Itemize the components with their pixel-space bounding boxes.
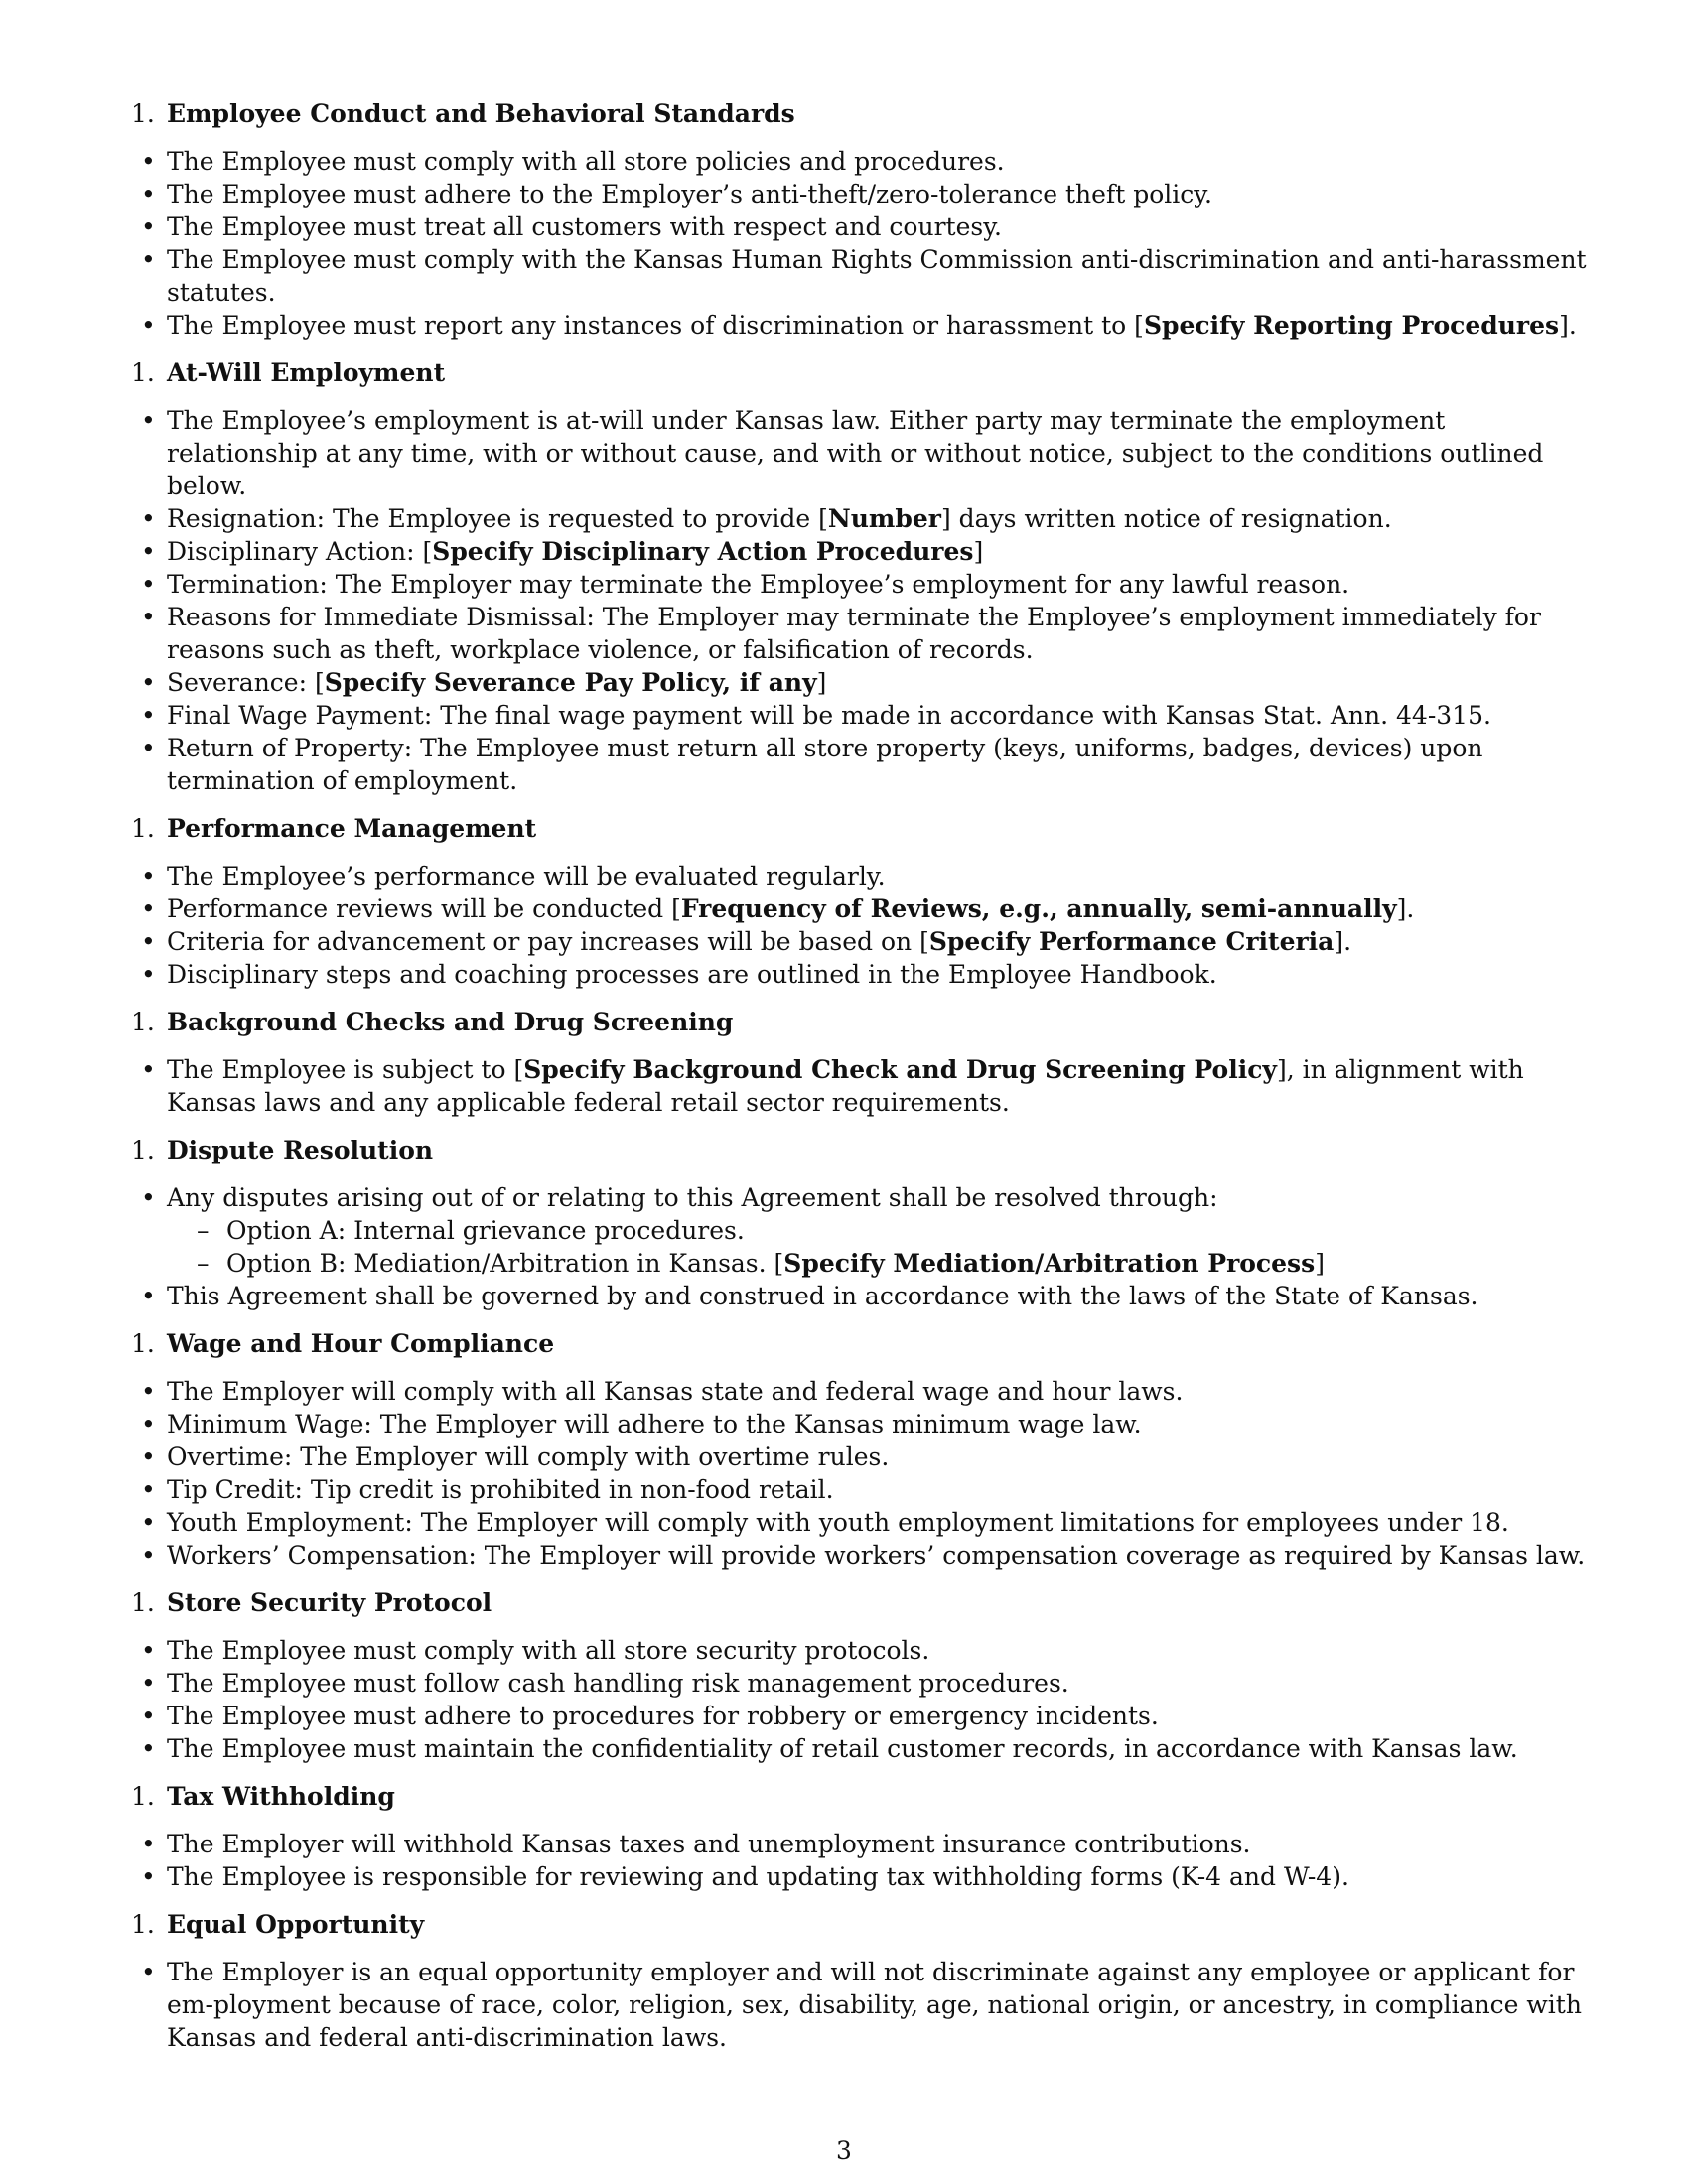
list-item <box>167 1506 1589 1539</box>
placeholder-field: Specify Background Check and Drug Screening Policy <box>523 1055 1277 1084</box>
section-number: 1. <box>131 1910 155 1939</box>
item-text: Workers’ Compensation: The Employer will provide workers’ compensation coverage as required by Kansas law. <box>167 1541 1586 1570</box>
bullet-list <box>167 404 1589 797</box>
document-body <box>131 97 1589 2069</box>
section-number: 1. <box>131 1008 155 1036</box>
section-title: Background Checks and Drug Screening <box>167 1008 734 1036</box>
section-title: Dispute Resolution <box>167 1136 434 1164</box>
bullet-list <box>167 145 1589 341</box>
list-item <box>167 145 1589 178</box>
item-text-suffix: ], in alignment with Kansas laws and any applicable federal retail sector requirements. <box>167 1055 1524 1117</box>
item-text-suffix: ] <box>1315 1249 1325 1278</box>
item-text: The Employee’s employment is at-will under Kansas law. Either party may terminate the employment relationship at any time, with or without cause, and with or without notice, subject to the conditions outlined below. <box>167 406 1544 500</box>
item-text: Youth Employment: The Employer will comply with youth employment limitations for employees under 18. <box>167 1508 1509 1537</box>
item-text-suffix: ] <box>816 668 827 697</box>
section-heading <box>131 1134 1589 1166</box>
section-heading <box>131 1780 1589 1813</box>
section-title: At-Will Employment <box>167 358 446 387</box>
list-item <box>167 1375 1589 1408</box>
section <box>131 97 1589 341</box>
list-item <box>167 925 1589 958</box>
item-text: The Employee must treat all customers with respect and courtesy. <box>167 212 1002 241</box>
item-text: Final Wage Payment: The final wage payment will be made in accordance with Kansas Stat. Ann. 44-315. <box>167 701 1491 730</box>
list-item <box>167 1053 1589 1119</box>
bullet-list <box>167 1181 1589 1312</box>
bullet-list <box>167 1053 1589 1119</box>
item-text: The Employee must comply with the Kansas Human Rights Commission anti-discrimination and anti-harassment statutes. <box>167 245 1587 307</box>
section-title: Equal Opportunity <box>167 1910 425 1939</box>
section <box>131 1780 1589 1893</box>
item-text: The Employee must comply with all store policies and procedures. <box>167 147 1005 176</box>
section-number: 1. <box>131 99 155 128</box>
placeholder-field: Frequency of Reviews, e.g., annually, semi-annually <box>680 894 1397 923</box>
placeholder-field: Specify Reporting Procedures <box>1143 311 1560 340</box>
item-text: Minimum Wage: The Employer will adhere to the Kansas minimum wage law. <box>167 1410 1142 1438</box>
item-text: Tip Credit: Tip credit is prohibited in non-food retail. <box>167 1475 834 1504</box>
list-item <box>167 1539 1589 1571</box>
list-item <box>167 178 1589 210</box>
item-text: The Employer will withhold Kansas taxes and unemployment insurance contributions. <box>167 1830 1251 1858</box>
section <box>131 1327 1589 1571</box>
bullet-list <box>167 1634 1589 1765</box>
item-text: Resignation: The Employee is requested to provide [ <box>167 504 828 533</box>
list-item <box>167 1667 1589 1700</box>
section-title: Wage and Hour Compliance <box>167 1329 555 1358</box>
list-item <box>167 1181 1589 1280</box>
section-title: Employee Conduct and Behavioral Standards <box>167 99 795 128</box>
list-item <box>167 243 1589 309</box>
bullet-list <box>167 860 1589 991</box>
item-text: Termination: The Employer may terminate the Employee’s employment for any lawful reason. <box>167 570 1350 599</box>
item-text: The Employee must maintain the confidentiality of retail customer records, in accordance with Kansas law. <box>167 1734 1518 1763</box>
section-heading <box>131 1327 1589 1360</box>
section <box>131 1586 1589 1765</box>
item-text: The Employee is responsible for reviewing and updating tax withholding forms (K-4 and W-4). <box>167 1862 1349 1891</box>
section-number: 1. <box>131 358 155 387</box>
item-text: The Employee is subject to [ <box>167 1055 524 1084</box>
bullet-list <box>167 1956 1589 2054</box>
list-item <box>167 210 1589 243</box>
list-item <box>167 535 1589 568</box>
item-text: Disciplinary Action: [ <box>167 537 433 566</box>
item-text-suffix: ]. <box>1396 894 1415 923</box>
list-item <box>167 1473 1589 1506</box>
item-text: Severance: [ <box>167 668 325 697</box>
placeholder-field: Specify Disciplinary Action Procedures <box>432 537 974 566</box>
section-heading <box>131 1006 1589 1038</box>
list-item <box>167 1408 1589 1440</box>
section-number: 1. <box>131 814 155 843</box>
item-text: The Employee must follow cash handling risk management procedures. <box>167 1669 1069 1698</box>
item-text: Option A: Internal grievance procedures. <box>226 1216 745 1245</box>
item-text-suffix: ] <box>973 537 984 566</box>
section-number: 1. <box>131 1782 155 1811</box>
item-text: Reasons for Immediate Dismissal: The Employer may terminate the Employee’s employment immediately for reasons such as theft, workplace violence, or falsification of records. <box>167 603 1541 664</box>
list-item <box>167 1280 1589 1312</box>
section <box>131 1134 1589 1312</box>
item-text: The Employer is an equal opportunity employer and will not discriminate against any employee or applicant for em-ployment because of race, color, religion, sex, disability, age, national origin, or ancestry, in compliance with Kansas and federal anti-discrimination laws. <box>167 1958 1582 2052</box>
item-text: Return of Property: The Employee must return all store property (keys, uniforms, badges, devices) upon termination of employment. <box>167 734 1483 795</box>
list-item <box>167 404 1589 502</box>
item-text: This Agreement shall be governed by and construed in accordance with the laws of the State of Kansas. <box>167 1282 1478 1310</box>
item-text-suffix: ] days written notice of resignation. <box>940 504 1392 533</box>
list-item <box>167 1440 1589 1473</box>
sub-list <box>167 1214 1589 1280</box>
bullet-list <box>167 1375 1589 1571</box>
sub-list-item <box>226 1214 1589 1247</box>
section-heading <box>131 812 1589 845</box>
placeholder-field: Specify Mediation/Arbitration Process <box>783 1249 1316 1278</box>
list-item <box>167 1700 1589 1732</box>
section-heading <box>131 356 1589 389</box>
list-item <box>167 666 1589 699</box>
section-heading <box>131 1908 1589 1941</box>
item-text: The Employee must comply with all store security protocols. <box>167 1636 930 1665</box>
item-text: Disciplinary steps and coaching processes are outlined in the Employee Handbook. <box>167 960 1217 989</box>
list-item <box>167 892 1589 925</box>
bullet-list <box>167 1828 1589 1893</box>
section-heading <box>131 97 1589 130</box>
item-text: Option B: Mediation/Arbitration in Kansas. [ <box>226 1249 784 1278</box>
placeholder-field: Number <box>827 504 941 533</box>
item-text: The Employee must adhere to procedures for robbery or emergency incidents. <box>167 1702 1159 1730</box>
section <box>131 1006 1589 1119</box>
list-item <box>167 732 1589 797</box>
section-title: Tax Withholding <box>167 1782 395 1811</box>
item-text: The Employee’s performance will be evaluated regularly. <box>167 862 886 890</box>
list-item <box>167 309 1589 341</box>
sub-list-item <box>226 1247 1589 1280</box>
list-item <box>167 958 1589 991</box>
item-text: Criteria for advancement or pay increases will be based on [ <box>167 927 929 956</box>
section <box>131 812 1589 991</box>
list-item <box>167 1732 1589 1765</box>
section <box>131 1908 1589 2054</box>
item-text: The Employer will comply with all Kansas state and federal wage and hour laws. <box>167 1377 1184 1406</box>
item-text: Performance reviews will be conducted [ <box>167 894 681 923</box>
placeholder-field: Specify Severance Pay Policy, if any <box>324 668 817 697</box>
list-item <box>167 502 1589 535</box>
section-number: 1. <box>131 1588 155 1617</box>
placeholder-field: Specify Performance Criteria <box>928 927 1335 956</box>
list-item <box>167 568 1589 601</box>
list-item <box>167 601 1589 666</box>
item-text: Any disputes arising out of or relating to this Agreement shall be resolved through: <box>167 1183 1218 1212</box>
section <box>131 356 1589 797</box>
list-item <box>167 1860 1589 1893</box>
page-number: 3 <box>836 2136 852 2165</box>
list-item <box>167 1956 1589 2054</box>
list-item <box>167 860 1589 892</box>
section-heading <box>131 1586 1589 1619</box>
list-item <box>167 699 1589 732</box>
item-text: The Employee must adhere to the Employer’s anti-theft/zero-tolerance theft policy. <box>167 180 1212 208</box>
item-text: Overtime: The Employer will comply with overtime rules. <box>167 1442 890 1471</box>
section-title: Store Security Protocol <box>167 1588 492 1617</box>
section-number: 1. <box>131 1136 155 1164</box>
item-text: The Employee must report any instances of discrimination or harassment to [ <box>167 311 1144 340</box>
section-number: 1. <box>131 1329 155 1358</box>
list-item <box>167 1634 1589 1667</box>
list-item <box>167 1828 1589 1860</box>
item-text-suffix: ]. <box>1334 927 1352 956</box>
section-title: Performance Management <box>167 814 537 843</box>
item-text-suffix: ]. <box>1559 311 1577 340</box>
